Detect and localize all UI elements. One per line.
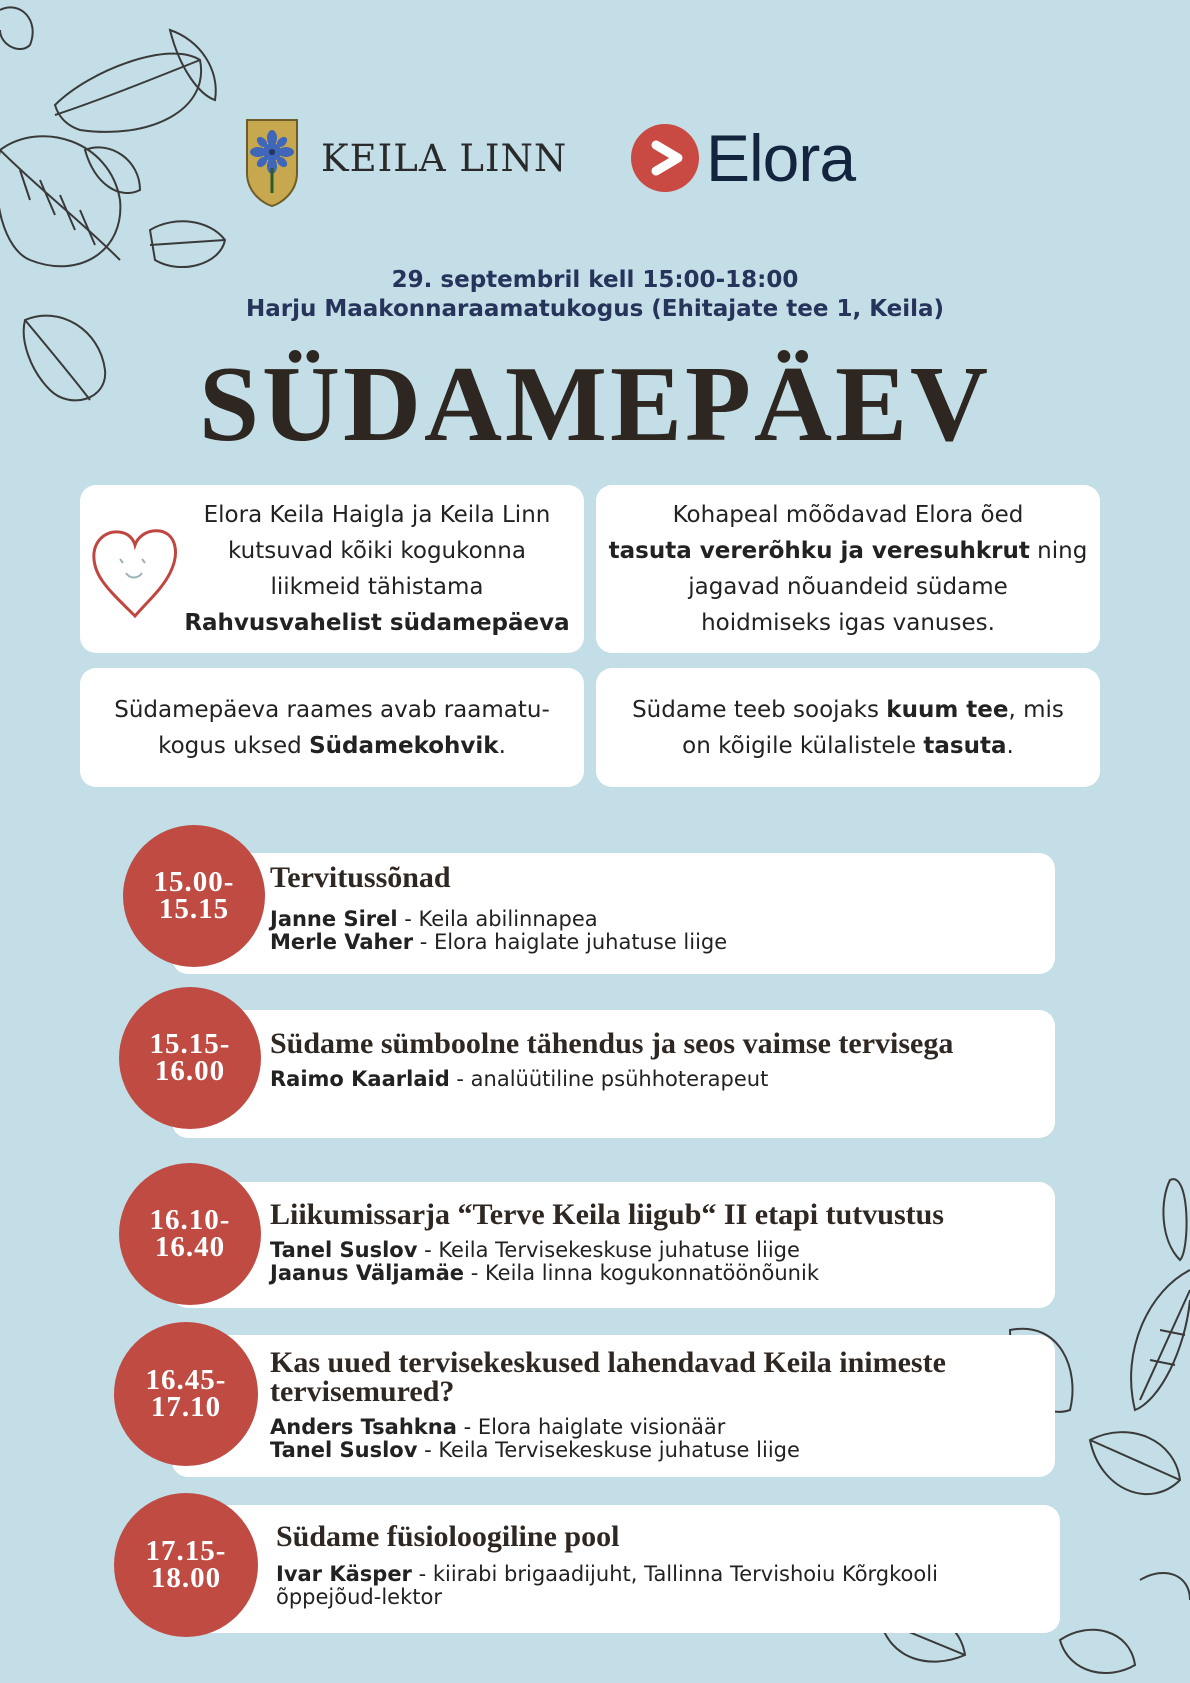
speaker-role: - kiirabi brigaadijuht, Tallinna Tervishoiu Kõrgkooli õppejõud-lektor: [276, 1562, 938, 1609]
program-speakers: [276, 1563, 996, 1609]
time-badge: [119, 1163, 261, 1305]
speaker-name: Jaanus Väljamäe: [270, 1261, 465, 1285]
time-start: 17.15-: [145, 1535, 227, 1567]
speaker-role: - Keila Tervisekeskuse juhatuse liige: [417, 1238, 800, 1262]
program-title: Tervitussõnad: [270, 861, 451, 894]
program-title: Kas uued tervisekeskused lahendavad Keila inimeste tervisemured?: [270, 1346, 946, 1408]
speaker-role: - Keila abilinnapea: [397, 907, 598, 931]
program-card: [172, 1335, 1055, 1477]
info-card-invitation: [80, 485, 584, 653]
speaker-role: - Elora haiglate visionäär: [456, 1415, 726, 1439]
time-start: 15.00-: [153, 866, 235, 898]
speaker-name: Merle Vaher: [270, 930, 414, 954]
elora-mark-icon: [630, 123, 700, 193]
card2-line1: Kohapeal mõõdavad Elora õed: [672, 502, 1024, 528]
time-end: 16.00: [154, 1055, 226, 1087]
time-end: 17.10: [150, 1391, 222, 1423]
card1-line1: Elora Keila Haigla ja Keila Linn: [203, 502, 551, 528]
card3-line1: Südamepäeva raames avab raamatu-: [114, 696, 550, 723]
speaker-name: Janne Sirel: [270, 907, 398, 931]
time-badge: [119, 987, 261, 1129]
program-speakers: [270, 1068, 1045, 1091]
card4-line2-post: .: [1006, 732, 1014, 759]
time-badge: [114, 1493, 258, 1637]
keila-linn-logo: [245, 118, 567, 208]
speaker-role: - Keila Tervisekeskuse juhatuse liige: [417, 1438, 800, 1462]
card4-line2-pre: on kõigile külalistele: [682, 732, 924, 759]
card3-line2-bold: Südamekohvik: [309, 732, 499, 759]
card2-line2-bold: tasuta vererõhku ja veresuhkrut: [608, 538, 1030, 564]
time-start: 16.10-: [149, 1204, 231, 1236]
card3-line2-post: .: [498, 732, 506, 759]
program-speakers: [270, 908, 1045, 954]
event-date: 29. septembril kell 15:00-18:00: [391, 267, 799, 293]
speaker-name: Tanel Suslov: [270, 1438, 418, 1462]
time-end: 16.40: [154, 1231, 226, 1263]
card4-line1-bold: kuum tee: [886, 696, 1009, 723]
info-card-measurements: [596, 485, 1100, 653]
time-start: 16.45-: [145, 1364, 227, 1396]
card4-line1-pre: Südame teeb soojaks: [632, 696, 887, 723]
program-title: Südame füsioloogiline pool: [276, 1520, 620, 1553]
speaker-name: Ivar Käsper: [276, 1562, 412, 1586]
program-card: [172, 1182, 1055, 1308]
speaker-name: Tanel Suslov: [270, 1238, 418, 1262]
program-speakers: [270, 1416, 1045, 1462]
program-speakers: [270, 1239, 1045, 1285]
page-title: SÜDAMEPÄEV: [198, 345, 991, 464]
card2-line2-rest: ning: [1029, 538, 1088, 564]
keila-linn-text: KEILA LINN: [321, 136, 568, 180]
card1-line3: liikmeid tähistama: [270, 574, 484, 600]
time-badge: [123, 825, 265, 967]
info-card-cafe: [80, 668, 584, 787]
card3-line2-pre: kogus uksed: [158, 732, 310, 759]
time-end: 15.15: [158, 893, 230, 925]
speaker-role: - analüütiline psühhoterapeut: [449, 1067, 769, 1091]
elora-text: Elora: [706, 121, 856, 195]
program-card: [172, 853, 1055, 974]
elora-logo: [630, 120, 855, 196]
speaker-name: Anders Tsahkna: [270, 1415, 457, 1439]
time-badge: [114, 1322, 258, 1466]
program-card: [172, 1505, 1060, 1633]
program-title: Südame sümboolne tähendus ja seos vaimse tervisega: [270, 1027, 954, 1060]
card4-line1-post: , mis: [1008, 696, 1064, 723]
time-start: 15.15-: [149, 1028, 231, 1060]
speaker-name: Raimo Kaarlaid: [270, 1067, 450, 1091]
speaker-role: - Keila linna kogukonnatöönõunik: [464, 1261, 819, 1285]
card2-line4: hoidmiseks igas vanuses.: [701, 610, 995, 636]
event-location: Harju Maakonnaraamatukogus (Ehitajate tee 1, Keila): [245, 296, 945, 322]
event-date-location: [0, 266, 1190, 324]
speaker-role: - Elora haiglate juhatuse liige: [413, 930, 728, 954]
program-title: Liikumissarja “Terve Keila liigub“ II etapi tutvustus: [270, 1198, 944, 1231]
heart-icon: [90, 521, 180, 621]
time-end: 18.00: [150, 1562, 222, 1594]
card1-line4: Rahvusvahelist südamepäeva: [184, 610, 570, 636]
info-card-tea: [596, 668, 1100, 787]
keila-coat-of-arms-icon: [245, 118, 299, 208]
logos-bar: [245, 118, 885, 218]
card4-line2-bold: tasuta: [923, 732, 1007, 759]
card2-line3: jagavad nõuandeid südame: [688, 574, 1008, 600]
program-card: [172, 1010, 1055, 1138]
card1-line2: kutsuvad kõiki kogukonna: [228, 538, 526, 564]
